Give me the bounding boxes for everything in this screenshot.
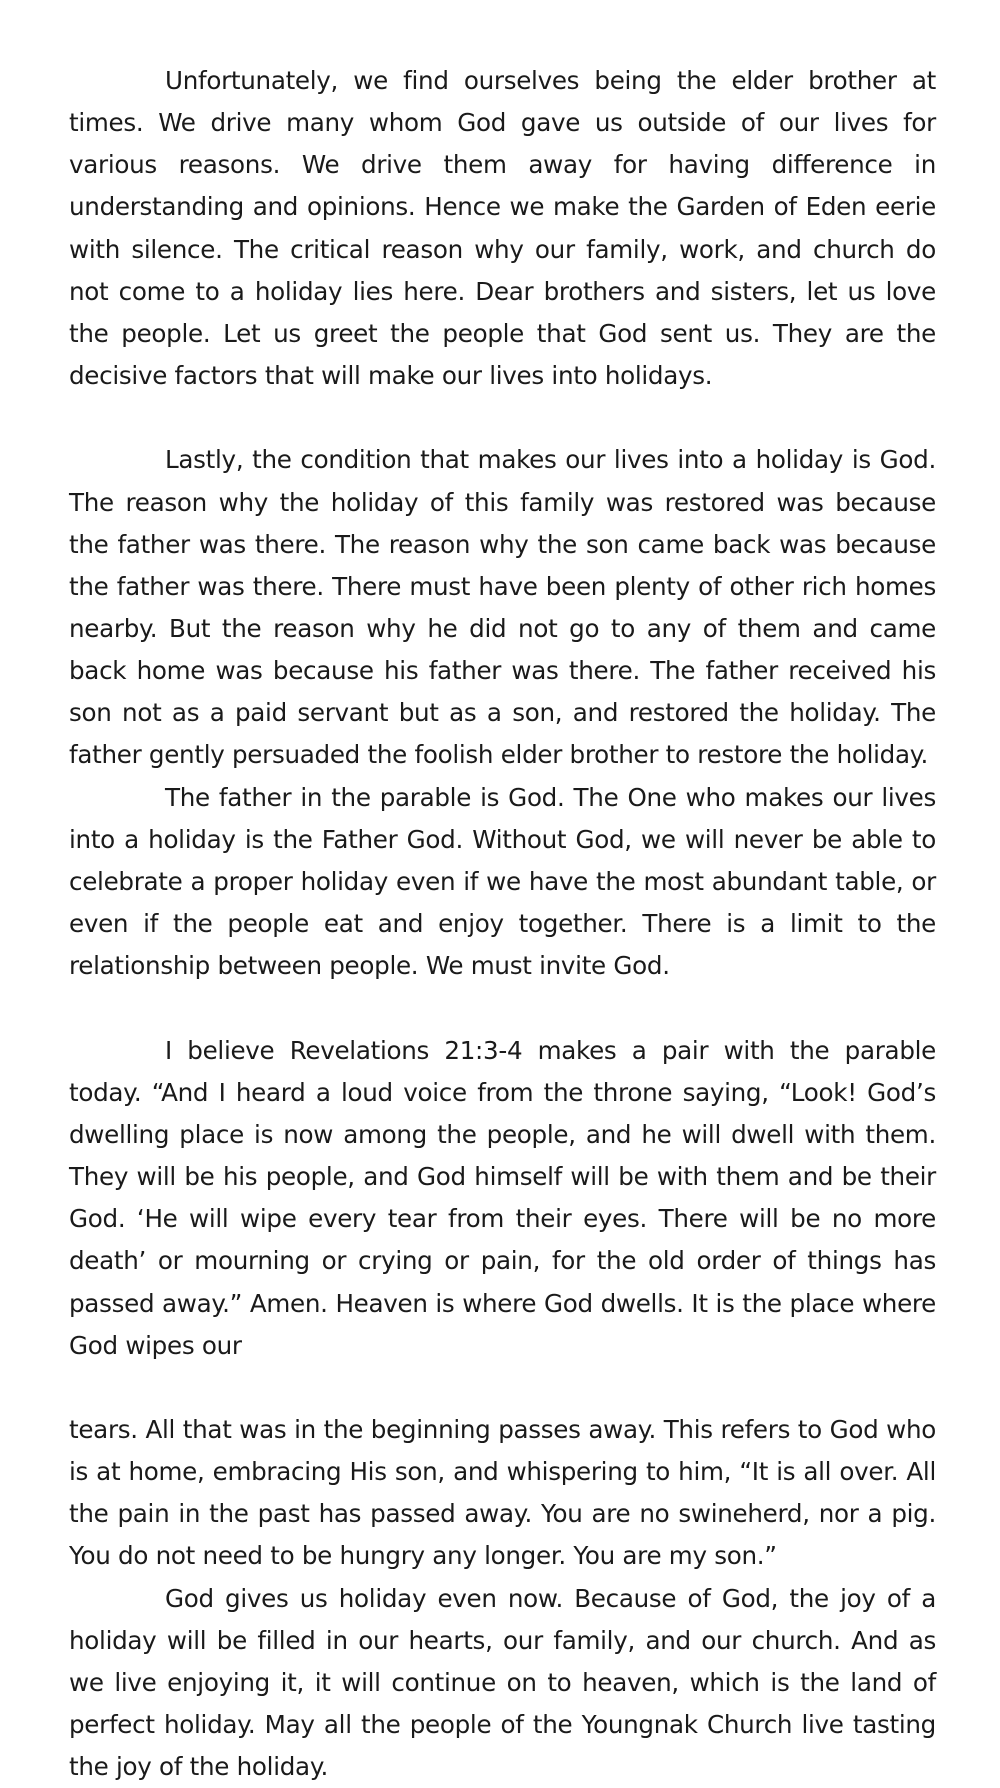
document-page	[69, 60, 936, 1788]
paragraph-revelations-continued: tears. All that was in the beginning passes away. This refers to God who is at home, embracing His son, and whispering to him, “It is all over. All the pain in the past has passed away. You are no swineherd, nor a pig. You do not need to be hungry any longer. You are my son.”	[69, 1414, 936, 1571]
paragraph-father-is-god: The father in the parable is God. The One who makes our lives into a holiday is the Father God. Without God, we will never be able to celebrate a proper holiday even if we have the most abundant table, or even if the people eat and enjoy together. There is a limit to the relationship between people. We must invite God.	[69, 782, 936, 981]
paragraph-elder-brother: Unfortunately, we find ourselves being the elder brother at times. We drive many whom God gave us outside of our lives for various reasons. We drive them away for having difference in understanding and opinions. Hence we make the Garden of Eden eerie with silence. The critical reason why our family, work, and church do not come to a holiday lies here. Dear brothers and sisters, let us love the people. Let us greet the people that God sent us. They are the decisive factors that will make our lives into holidays.	[69, 66, 936, 391]
paragraph-spacer	[69, 397, 936, 439]
paragraph-spacer	[69, 987, 936, 1029]
paragraph-revelations: I believe Revelations 21:3-4 makes a pair with the parable today. “And I heard a loud voice from the throne saying, “Look! God’s dwelling place is now among the people, and he will dwell with them. They will be his people, and God himself will be with them and be their God. ‘He will wipe every tear from their eyes. There will be no more death’ or mourning or crying or pain, for the old order of things has passed away.” Amen. Heaven is where God dwells. It is the place where God wipes our	[69, 1035, 936, 1360]
paragraph-spacer	[69, 1367, 936, 1409]
paragraph-lastly-condition: Lastly, the condition that makes our lives into a holiday is God. The reason why the holiday of this family was restored was because the father was there. The reason why the son came back was because the father was there. There must have been plenty of other rich homes nearby. But the reason why he did not go to any of them and came back home was because his father was there. The father received his son not as a paid servant but as a son, and restored the holiday. The father gently persuaded the foolish elder brother to restore the holiday.	[69, 445, 936, 770]
paragraph-closing: God gives us holiday even now. Because of God, the joy of a holiday will be filled in our hearts, our family, and our church. And as we live enjoying it, it will continue on to heaven, which is the land of perfect holiday. May all the people of the Youngnak Church live tasting the joy of the holiday.	[69, 1583, 936, 1782]
